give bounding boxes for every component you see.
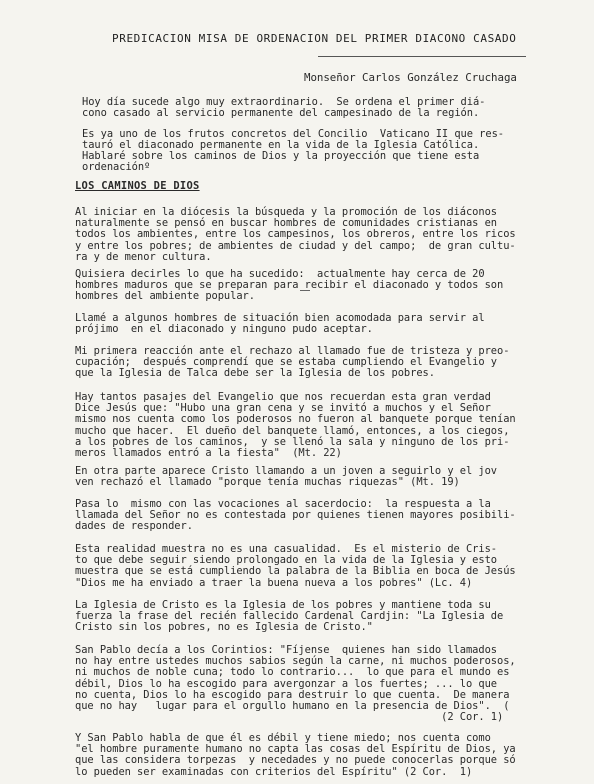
text-line: dades de responder. bbox=[75, 520, 193, 533]
paragraph-10 bbox=[75, 499, 516, 533]
text-line: mismo nos cuenta como los poderosos no fueron al banquete porque tenían bbox=[75, 413, 516, 426]
text-line: Dice Jesús que: "Hubo una gran cena y se invitó a muchos y el Señor bbox=[75, 402, 491, 415]
paragraph-13 bbox=[75, 645, 516, 723]
text-line: La Iglesia de Cristo es la Iglesia de los pobres y mantiene toda su bbox=[75, 599, 491, 611]
text-line: cupación; después comprendí que se estaba cumpliendo el Evangelio y bbox=[75, 356, 497, 369]
text-line: "el hombre puramente humano no capta las cosas del Espíritu de Dios, ya bbox=[75, 743, 516, 756]
text-line: hombres maduros que se preparan para recibir el diaconado y todos son bbox=[75, 279, 504, 292]
paragraph-8 bbox=[75, 392, 516, 459]
text-line: Hay tantos pasajes del Evangelio que nos recuerdan esta gran verdad bbox=[75, 391, 491, 403]
author-line: Monseñor Carlos González Cruchaga bbox=[304, 71, 517, 84]
text-line: meros llamados entró a la fiesta" (Mt. 22) bbox=[75, 447, 342, 460]
text-line: naturalmente se pensó en buscar hombres de comunidades cristianas en bbox=[75, 217, 497, 230]
text-line: Es ya uno de los frutos concretos del Concilio Vaticano II que res- bbox=[82, 128, 504, 140]
text-line: ni muchos de noble cuna; todo lo contrario... lo que para el mundo es bbox=[75, 666, 510, 679]
text-line: Mi primera reacción ante el rechazo al llamado fue de tristeza y preo- bbox=[75, 345, 510, 357]
text-line: Cristo sin los pobres, no es Iglesia de Cristo." bbox=[75, 621, 373, 634]
text-line: Esta realidad muestra no es una casualidad. Es el misterio de Cris- bbox=[75, 543, 497, 555]
text-line: no hay entre ustedes muchos sabios según la carne, ni muchos poderosos, bbox=[75, 655, 516, 668]
text-line: to que debe seguir siendo prolongado en la vida de la Iglesia y esto bbox=[75, 554, 497, 567]
text-line: que la Iglesia de Talca debe ser la Iglesia de los pobres. bbox=[75, 367, 435, 380]
text-line: Al iniciar en la diócesis la búsqueda y la promoción de los diáconos bbox=[75, 206, 497, 218]
text-line: cono casado al servicio permanente del campesinado de la región. bbox=[82, 107, 480, 120]
paragraph-7 bbox=[75, 346, 509, 380]
text-line: Hoy día sucede algo muy extraordinario. Se ordena el primer diá- bbox=[82, 96, 486, 108]
text-line: Y San Pablo habla de que él es débil y tiene miedo; nos cuenta como bbox=[75, 732, 491, 744]
text-line: mucho que hacer. El dueño del banquete llamó, entonces, a los ciegos, bbox=[75, 424, 510, 437]
paragraph-12 bbox=[75, 600, 503, 634]
text-line: y entre los pobres; de ambientes de ciudad y del campo; de gran cultu- bbox=[75, 239, 516, 252]
text-line: muestra que se está cumpliendo la palabra de la Biblia en boca de Jesús bbox=[75, 565, 516, 578]
paragraph-3 bbox=[82, 151, 479, 173]
text-line: que las considera torpezas y necedades y no puede conocerlas porque só bbox=[75, 754, 516, 767]
paragraph-5 bbox=[75, 269, 503, 303]
text-line: (2 Cor. 1) bbox=[75, 711, 504, 724]
paragraph-14 bbox=[75, 733, 516, 778]
section-heading: LOS CAMINOS DE DIOS bbox=[75, 180, 200, 192]
paragraph-11 bbox=[75, 544, 516, 589]
text-line: fuerza la frase del recién fallecido Cardenal Cardjin: "La Iglesia de bbox=[75, 610, 504, 623]
text-line: hombres del ambiente popular. bbox=[75, 290, 255, 303]
text-line: tauró el diaconado permanente en la vida de la Iglesia Católica. bbox=[82, 139, 480, 152]
paragraph-4 bbox=[75, 207, 516, 263]
paragraph-6 bbox=[75, 313, 485, 335]
text-line: Pasa lo mismo con las vocaciones al sacerdocio: la respuesta a la bbox=[75, 498, 491, 510]
text-line: que no hay lugar para el orgullo humano en la presencia de Dios". ( bbox=[75, 700, 510, 713]
text-line: San Pablo decía a los Corintios: "Fíjense quienes han sido llamados bbox=[75, 644, 497, 656]
text-line: llamada del Señor no es contestada por quienes tienen mayores posibili- bbox=[75, 509, 516, 522]
text-line: débil, Dios lo ha escogido para avergonzar a los fuertes; ... lo que bbox=[75, 677, 497, 690]
text-line: "Dios me ha enviado a traer la buena nueva a los pobres" (Lc. 4) bbox=[75, 576, 473, 589]
paragraph-9 bbox=[75, 466, 497, 488]
text-line: a los pobres de los caminos, y se llenó la sala y ninguno de los pri- bbox=[75, 435, 510, 448]
text-line: lo pueden ser examinadas con criterios del Espíritu" (2 Cor. 1) bbox=[75, 765, 473, 778]
title-underline bbox=[318, 56, 526, 57]
text-line: ra y de menor cultura. bbox=[75, 250, 212, 263]
text-line: no cuenta, Dios lo ha escogido para destruir lo que cuenta. De manera bbox=[75, 688, 510, 701]
text-line: ordenaciónº bbox=[82, 161, 151, 174]
text-line: Quisiera decirles lo que ha sucedido: actualmente hay cerca de 20 bbox=[75, 268, 485, 280]
text-line: Hablaré sobre los caminos de Dios y la proyección que tiene esta bbox=[82, 150, 480, 162]
text-line: todos los ambientes, entre los campesinos, los obreros, entre los ricos bbox=[75, 228, 516, 241]
document-title: PREDICACION MISA DE ORDENACION DEL PRIMER DIACONO CASADO bbox=[112, 32, 517, 45]
text-line: prójimo en el diaconado y ninguno pudo aceptar. bbox=[75, 323, 373, 336]
paragraph-2 bbox=[82, 129, 504, 151]
text-line: ven rechazó el llamado "porque tenía muchas riquezas" (Mt. 19) bbox=[75, 476, 460, 489]
text-line: Llamé a algunos hombres de situación bien acomodada para servir al bbox=[75, 312, 485, 324]
text-line: En otra parte aparece Cristo llamando a un joven a seguirlo y el jov bbox=[75, 465, 497, 477]
paragraph-1 bbox=[82, 97, 485, 119]
